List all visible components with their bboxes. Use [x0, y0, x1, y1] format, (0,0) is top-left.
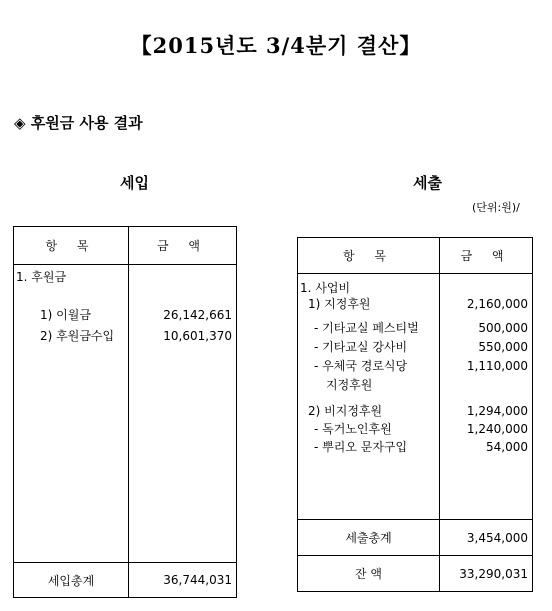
income-row-amount: 26,142,661	[163, 308, 232, 322]
income-heading: 세입	[120, 174, 149, 192]
income-row-item: 1) 이월금	[40, 308, 91, 322]
expense-total-label: 세출총계	[298, 520, 440, 556]
balance-label: 잔 액	[298, 556, 440, 592]
expense-row-amount: 54,000	[486, 440, 528, 454]
expense-row-item: 지정후원	[326, 378, 373, 392]
income-total-amount: 36,744,031	[129, 563, 237, 598]
expense-row-item: - 뿌리오 문자구입	[314, 440, 408, 454]
expense-col-item: 항 목	[298, 238, 440, 274]
unit-label: (단위:원)/	[472, 201, 520, 214]
expense-col-amount: 금 액	[440, 238, 533, 274]
expense-total-amount: 3,454,000	[440, 520, 533, 556]
expense-item-cell	[298, 274, 440, 520]
expense-row-item: - 독거노인후원	[314, 422, 392, 436]
expense-row-amount: 1,240,000	[466, 422, 528, 436]
income-total-label: 세입총계	[14, 563, 129, 598]
page-title: 【2015년도 3/4분기 결산】	[130, 33, 422, 58]
expense-amount-cell	[440, 274, 533, 520]
expense-row-amount: 1,294,000	[466, 404, 528, 418]
income-item-cell	[14, 265, 129, 563]
expense-row-amount: 1,110,000	[466, 359, 528, 373]
balance-amount: 33,290,031	[440, 556, 533, 592]
expense-row-item: - 기타교실 페스티벌	[314, 321, 419, 335]
expense-table	[297, 237, 533, 592]
income-row-amount: 10,601,370	[163, 329, 232, 343]
expense-heading: 세출	[413, 174, 442, 192]
expense-row-amount: 500,000	[478, 321, 528, 335]
expense-row-item: 1) 지정후원	[308, 297, 371, 311]
expense-row-item: - 우체국 경로식당	[314, 359, 408, 373]
expense-row-item: 2) 비지정후원	[308, 404, 383, 418]
section-title: ◈ 후원금 사용 결과	[14, 114, 143, 132]
expense-row-item: - 기타교실 강사비	[314, 340, 408, 354]
income-col-item: 항 목	[14, 227, 129, 265]
expense-row-amount	[440, 377, 532, 393]
income-table	[13, 226, 237, 598]
expense-category: 1. 사업비	[300, 281, 351, 295]
income-category: 1. 후원금	[16, 270, 67, 284]
income-amount-cell	[129, 265, 237, 563]
income-col-amount: 금 액	[129, 227, 237, 265]
expense-row-amount: 550,000	[478, 340, 528, 354]
expense-row-amount: 2,160,000	[466, 297, 528, 311]
income-row-item: 2) 후원금수입	[40, 329, 115, 343]
